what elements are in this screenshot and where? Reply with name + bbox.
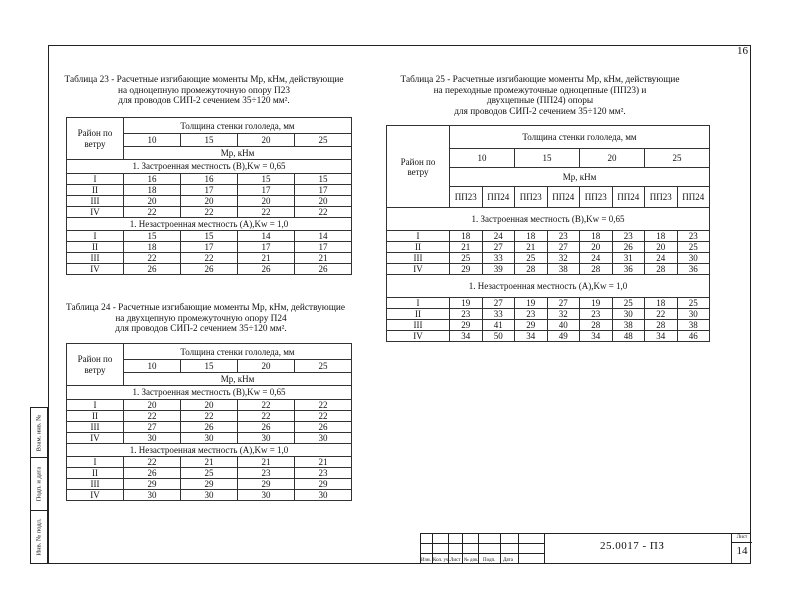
value-cell: 41 xyxy=(482,320,515,331)
region-cell: II xyxy=(387,309,450,320)
value-cell: 34 xyxy=(645,331,678,342)
table-row xyxy=(67,231,352,242)
value-cell: 27 xyxy=(482,298,515,309)
stamp-header: Изм. xyxy=(421,558,431,563)
region-cell: II xyxy=(67,410,124,421)
stamp-header: Лист xyxy=(450,558,461,563)
value-cell: 22 xyxy=(238,399,295,410)
table-24-caption xyxy=(66,303,345,335)
value-cell: 28 xyxy=(515,264,548,275)
value-cell: 22 xyxy=(295,206,352,217)
value-cell: 30 xyxy=(677,309,710,320)
value-cell: 26 xyxy=(238,421,295,432)
region-header: Район по ветру xyxy=(387,126,450,208)
caption-line: Таблица 25 - Расчетные изгибающие моменты Mp, кНм, действующие xyxy=(400,75,680,85)
value-cell: 22 xyxy=(295,410,352,421)
value-cell: 21 xyxy=(238,457,295,468)
value-cell: 27 xyxy=(124,421,181,432)
value-cell: 29 xyxy=(450,320,483,331)
value-cell: 20 xyxy=(580,242,613,253)
value-cell: 30 xyxy=(124,490,181,501)
value-cell: 34 xyxy=(515,331,548,342)
value-cell: 22 xyxy=(238,410,295,421)
value-cell: 26 xyxy=(181,421,238,432)
region-cell: II xyxy=(67,468,124,479)
value-cell: 23 xyxy=(580,309,613,320)
value-cell: 23 xyxy=(515,309,548,320)
ice-column: 10 xyxy=(124,360,181,373)
table-row xyxy=(67,421,352,432)
value-cell: 15 xyxy=(295,173,352,184)
value-cell: 21 xyxy=(295,253,352,264)
ice-column: 10 xyxy=(124,134,181,147)
value-cell: 18 xyxy=(645,231,678,242)
value-cell: 36 xyxy=(677,264,710,275)
table-row xyxy=(67,264,352,275)
ice-column: 15 xyxy=(181,134,238,147)
value-cell: 20 xyxy=(295,195,352,206)
stamp-header: Дата xyxy=(503,558,513,563)
unit-header: Mp, кНм xyxy=(124,147,352,160)
value-cell: 29 xyxy=(515,320,548,331)
table-row xyxy=(67,468,352,479)
section-row xyxy=(67,217,352,231)
value-cell: 26 xyxy=(124,264,181,275)
value-cell: 48 xyxy=(612,331,645,342)
value-cell: 20 xyxy=(645,242,678,253)
sheet-label: Лист xyxy=(736,535,748,540)
value-cell: 18 xyxy=(515,231,548,242)
value-cell: 22 xyxy=(645,309,678,320)
value-cell: 23 xyxy=(612,231,645,242)
caption-line: на двухцепную промежуточную опору П24 xyxy=(115,313,287,324)
support-type-header: ПП23 xyxy=(450,187,483,208)
value-cell: 21 xyxy=(238,253,295,264)
value-cell: 19 xyxy=(515,298,548,309)
region-header: Район по ветру xyxy=(67,344,124,386)
value-cell: 15 xyxy=(238,173,295,184)
value-cell: 23 xyxy=(295,468,352,479)
caption-line: Таблица 23 - Расчетные изгибающие моменты Mp, кНм, действующие xyxy=(64,75,344,85)
table-row xyxy=(387,309,710,320)
region-cell: I xyxy=(387,231,450,242)
ice-column: 15 xyxy=(181,360,238,373)
table-row xyxy=(387,298,710,309)
region-cell: III xyxy=(387,320,450,331)
ice-column: 20 xyxy=(580,149,645,168)
ice-column: 25 xyxy=(295,360,352,373)
value-cell: 28 xyxy=(645,264,678,275)
value-cell: 28 xyxy=(580,264,613,275)
strip-cell xyxy=(30,457,48,511)
section-title: 1. Незастроенная местность (A),Kw = 1,0 xyxy=(67,217,352,231)
value-cell: 30 xyxy=(238,432,295,443)
region-cell: I xyxy=(67,231,124,242)
value-cell: 19 xyxy=(450,298,483,309)
value-cell: 50 xyxy=(482,331,515,342)
strip-label: Подп. и дата xyxy=(35,466,43,502)
region-cell: IV xyxy=(67,206,124,217)
region-cell: I xyxy=(387,298,450,309)
value-cell: 22 xyxy=(124,457,181,468)
table-row xyxy=(67,479,352,490)
value-cell: 16 xyxy=(124,173,181,184)
region-cell: II xyxy=(67,184,124,195)
caption-line: для проводов СИП-2 сечением 35÷120 мм². xyxy=(454,106,626,117)
ice-column: 25 xyxy=(295,134,352,147)
value-cell: 20 xyxy=(124,399,181,410)
table-row xyxy=(387,231,710,242)
section-title: 1. Застроенная местность (B),Kw = 0,65 xyxy=(67,160,352,174)
value-cell: 25 xyxy=(677,242,710,253)
caption-line: на одноцепную промежуточную опору П23 xyxy=(117,85,290,96)
caption-line: на переходные промежуточные одноцепные (ПП23) и xyxy=(433,85,647,96)
support-type-header: ПП23 xyxy=(645,187,678,208)
value-cell: 23 xyxy=(547,231,580,242)
value-cell: 46 xyxy=(677,331,710,342)
value-cell: 27 xyxy=(547,242,580,253)
value-cell: 29 xyxy=(124,479,181,490)
top-page-number: 16 xyxy=(737,45,748,57)
value-cell: 25 xyxy=(612,298,645,309)
caption-line: двухцепные (ПП24) опоры xyxy=(486,96,594,106)
value-cell: 23 xyxy=(677,231,710,242)
value-cell: 14 xyxy=(295,231,352,242)
region-cell: II xyxy=(67,242,124,253)
region-cell: III xyxy=(67,195,124,206)
table-row xyxy=(67,399,352,410)
support-type-header: ПП24 xyxy=(547,187,580,208)
value-cell: 26 xyxy=(124,468,181,479)
value-cell: 22 xyxy=(238,206,295,217)
region-cell: III xyxy=(67,479,124,490)
table-row xyxy=(67,490,352,501)
table-row xyxy=(67,184,352,195)
table-row xyxy=(387,242,710,253)
section-title: 1. Незастроенная местность (A),Kw = 1,0 xyxy=(387,275,710,298)
value-cell: 25 xyxy=(450,253,483,264)
value-cell: 19 xyxy=(580,298,613,309)
value-cell: 32 xyxy=(547,309,580,320)
value-cell: 27 xyxy=(482,242,515,253)
value-cell: 36 xyxy=(612,264,645,275)
value-cell: 20 xyxy=(124,195,181,206)
region-cell: I xyxy=(67,457,124,468)
value-cell: 15 xyxy=(181,231,238,242)
value-cell: 25 xyxy=(181,468,238,479)
value-cell: 18 xyxy=(124,184,181,195)
sheet-box xyxy=(731,533,752,564)
value-cell: 30 xyxy=(295,490,352,501)
region-cell: IV xyxy=(67,432,124,443)
value-cell: 17 xyxy=(295,184,352,195)
value-cell: 22 xyxy=(295,399,352,410)
ice-column: 25 xyxy=(645,149,710,168)
value-cell: 20 xyxy=(238,195,295,206)
value-cell: 23 xyxy=(238,468,295,479)
value-cell: 21 xyxy=(515,242,548,253)
strip-label: Инв. № подл. xyxy=(35,518,43,556)
value-cell: 18 xyxy=(645,298,678,309)
table-23 xyxy=(66,117,352,275)
strip-cell xyxy=(30,407,48,458)
section-title: 1. Незастроенная местность (A),Kw = 1,0 xyxy=(67,443,352,457)
value-cell: 20 xyxy=(181,195,238,206)
caption-line: для проводов СИП-2 сечением 35÷120 мм². xyxy=(118,96,290,106)
value-cell: 17 xyxy=(295,242,352,253)
value-cell: 25 xyxy=(515,253,548,264)
value-cell: 38 xyxy=(547,264,580,275)
unit-header: Mp, кНм xyxy=(450,168,710,187)
table-row xyxy=(67,206,352,217)
strip-cell xyxy=(30,510,48,564)
region-cell: III xyxy=(67,253,124,264)
header-row xyxy=(67,344,352,360)
ice-column: 20 xyxy=(238,134,295,147)
value-cell: 17 xyxy=(181,242,238,253)
region-cell: IV xyxy=(387,331,450,342)
value-cell: 30 xyxy=(181,432,238,443)
strip-label: Взам. инв. № xyxy=(35,414,43,451)
table-row xyxy=(387,253,710,264)
value-cell: 22 xyxy=(181,253,238,264)
region-cell: III xyxy=(387,253,450,264)
support-type-header: ПП23 xyxy=(580,187,613,208)
value-cell: 38 xyxy=(677,320,710,331)
value-cell: 17 xyxy=(181,184,238,195)
region-cell: III xyxy=(67,421,124,432)
value-cell: 29 xyxy=(238,479,295,490)
value-cell: 28 xyxy=(580,320,613,331)
region-cell: IV xyxy=(387,264,450,275)
support-type-header: ПП24 xyxy=(482,187,515,208)
value-cell: 31 xyxy=(612,253,645,264)
value-cell: 16 xyxy=(181,173,238,184)
caption-line: Таблица 24 - Расчетные изгибающие моменты Mp, кНм, действующие xyxy=(66,303,345,313)
stamp-header: № док. xyxy=(464,558,479,563)
value-cell: 33 xyxy=(482,253,515,264)
value-cell: 14 xyxy=(238,231,295,242)
value-cell: 18 xyxy=(450,231,483,242)
value-cell: 22 xyxy=(124,410,181,421)
region-cell: IV xyxy=(67,264,124,275)
value-cell: 30 xyxy=(124,432,181,443)
unit-header: Mp, кНм xyxy=(124,373,352,386)
value-cell: 21 xyxy=(450,242,483,253)
sheet-number: 14 xyxy=(736,545,748,557)
value-cell: 30 xyxy=(181,490,238,501)
ice-column: 15 xyxy=(515,149,580,168)
header-row xyxy=(67,118,352,134)
value-cell: 34 xyxy=(450,331,483,342)
value-cell: 39 xyxy=(482,264,515,275)
value-cell: 22 xyxy=(124,253,181,264)
section-row xyxy=(67,386,352,400)
section-row xyxy=(387,275,710,298)
value-cell: 27 xyxy=(547,298,580,309)
value-cell: 49 xyxy=(547,331,580,342)
value-cell: 30 xyxy=(612,309,645,320)
region-header: Район по ветру xyxy=(67,118,124,160)
value-cell: 25 xyxy=(677,298,710,309)
value-cell: 29 xyxy=(295,479,352,490)
value-cell: 33 xyxy=(482,309,515,320)
table-24 xyxy=(66,343,352,501)
value-cell: 18 xyxy=(124,242,181,253)
document-number: 25.0017 - ПЗ xyxy=(600,540,665,552)
value-cell: 22 xyxy=(124,206,181,217)
table-row xyxy=(387,264,710,275)
section-row xyxy=(67,443,352,457)
value-cell: 21 xyxy=(181,457,238,468)
value-cell: 18 xyxy=(580,231,613,242)
title-block xyxy=(420,533,751,564)
value-cell: 24 xyxy=(482,231,515,242)
value-cell: 17 xyxy=(238,184,295,195)
value-cell: 26 xyxy=(238,264,295,275)
value-cell: 21 xyxy=(295,457,352,468)
table-row xyxy=(67,410,352,421)
approval-strip xyxy=(30,407,48,564)
value-cell: 23 xyxy=(450,309,483,320)
value-cell: 30 xyxy=(295,432,352,443)
value-cell: 26 xyxy=(295,421,352,432)
value-cell: 22 xyxy=(181,206,238,217)
stamp-header: Кол. уч. xyxy=(433,558,450,563)
value-cell: 26 xyxy=(295,264,352,275)
ice-header: Толщина стенки гололеда, мм xyxy=(124,344,352,360)
value-cell: 17 xyxy=(238,242,295,253)
table-25-caption xyxy=(395,75,685,117)
table-row xyxy=(67,432,352,443)
value-cell: 28 xyxy=(645,320,678,331)
section-title: 1. Застроенная местность (B),Kw = 0,65 xyxy=(67,386,352,400)
value-cell: 40 xyxy=(547,320,580,331)
value-cell: 26 xyxy=(612,242,645,253)
value-cell: 38 xyxy=(612,320,645,331)
section-row xyxy=(67,160,352,174)
region-cell: II xyxy=(387,242,450,253)
caption-line: для проводов СИП-2 сечением 35÷120 мм². xyxy=(115,324,287,334)
support-type-header: ПП23 xyxy=(515,187,548,208)
value-cell: 22 xyxy=(181,410,238,421)
ice-column: 20 xyxy=(238,360,295,373)
stamp-header: Подп. xyxy=(483,558,496,563)
ice-header: Толщина стенки гололеда, мм xyxy=(450,126,710,149)
value-cell: 26 xyxy=(181,264,238,275)
region-cell: IV xyxy=(67,490,124,501)
table-row xyxy=(387,320,710,331)
value-cell: 29 xyxy=(181,479,238,490)
value-cell: 29 xyxy=(450,264,483,275)
section-title: 1. Застроенная местность (B),Kw = 0,65 xyxy=(387,208,710,231)
table-row xyxy=(67,173,352,184)
table-25 xyxy=(386,125,710,342)
ice-column: 10 xyxy=(450,149,515,168)
table-row xyxy=(67,457,352,468)
table-row xyxy=(67,242,352,253)
value-cell: 34 xyxy=(580,331,613,342)
table-row xyxy=(67,195,352,206)
value-cell: 32 xyxy=(547,253,580,264)
region-cell: I xyxy=(67,173,124,184)
value-cell: 20 xyxy=(181,399,238,410)
table-row xyxy=(387,331,710,342)
support-type-header: ПП24 xyxy=(612,187,645,208)
header-row xyxy=(387,126,710,149)
value-cell: 24 xyxy=(580,253,613,264)
table-23-caption xyxy=(64,75,344,107)
table-row xyxy=(67,253,352,264)
support-type-header: ПП24 xyxy=(677,187,710,208)
value-cell: 30 xyxy=(677,253,710,264)
section-row xyxy=(387,208,710,231)
value-cell: 15 xyxy=(124,231,181,242)
region-cell: I xyxy=(67,399,124,410)
value-cell: 30 xyxy=(238,490,295,501)
value-cell: 24 xyxy=(645,253,678,264)
ice-header: Толщина стенки гололеда, мм xyxy=(124,118,352,134)
